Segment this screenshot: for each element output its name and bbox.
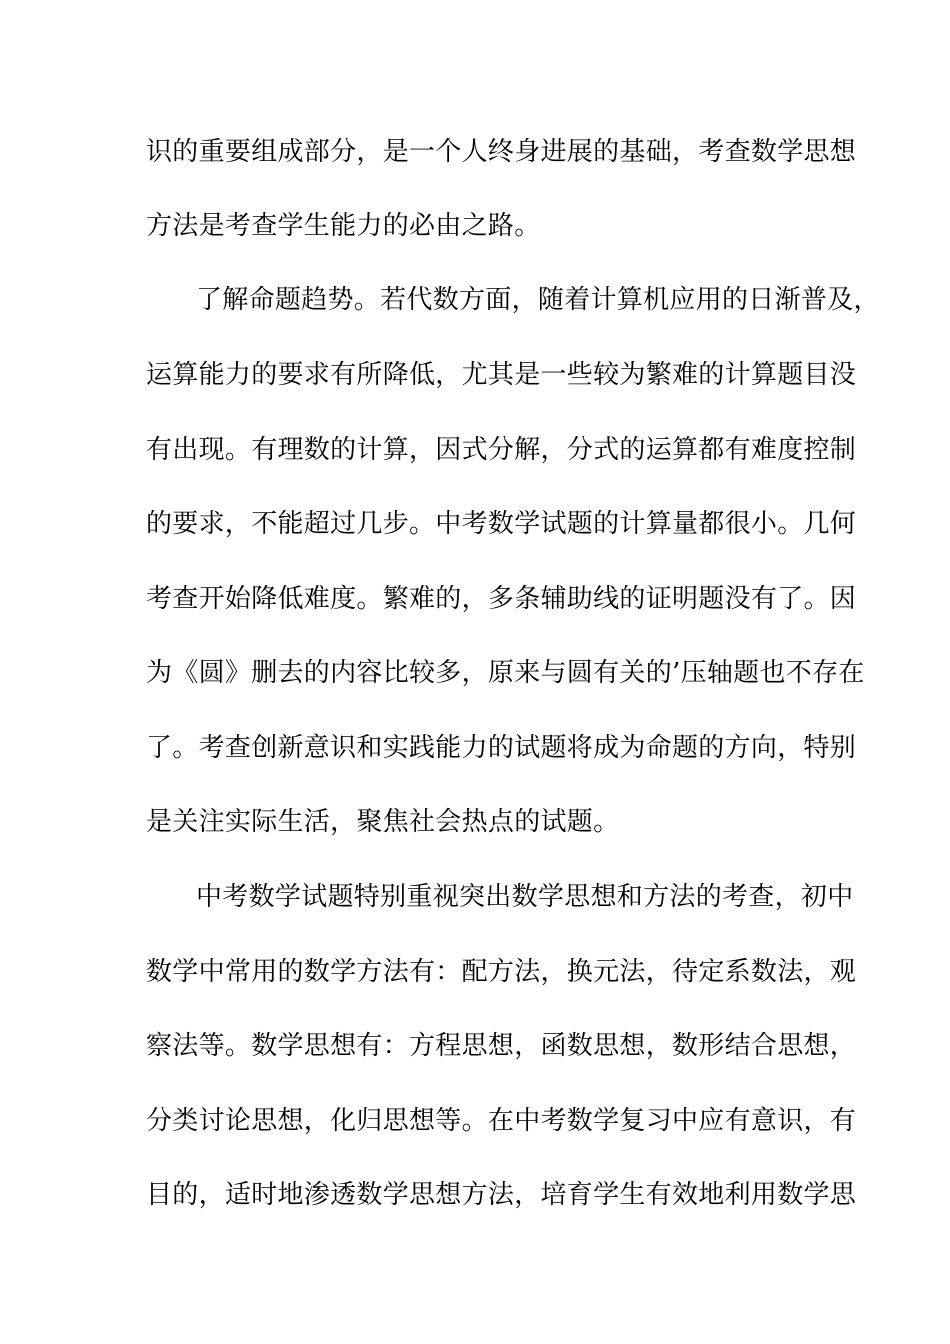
text-line-1: 识的重要组成部分，是一个人终身进展的基础，考查数学思想 [146, 137, 857, 167]
text-line-5: 有出现。有理数的计算，因式分解，分式的运算都有难度控制 [146, 435, 857, 465]
text-line-7: 考查开始降低难度。繁难的，多条辅助线的证明题没有了。因 [146, 584, 857, 614]
text-line-12: 数学中常用的数学方法有：配方法，换元法，待定系数法，观 [146, 957, 857, 987]
text-line-13: 察法等。数学思想有：方程思想，函数思想，数形结合思想， [146, 1031, 857, 1061]
text-line-4: 运算能力的要求有所降低，尤其是一些较为繁难的计算题目没 [146, 360, 857, 390]
text-line-8: 为《圆》删去的内容比较多，原来与圆有关的’压轴题也不存在 [146, 658, 865, 688]
text-line-10: 是关注实际生活，聚焦社会热点的试题。 [146, 807, 620, 837]
text-line-9: 了。考查创新意识和实践能力的试题将成为命题的方向，特别 [146, 733, 857, 763]
text-line-6: 的要求，不能超过几步。中考数学试题的计算量都很小。几何 [146, 509, 857, 539]
text-line-14: 分类讨论思想，化归思想等。在中考数学复习中应有意识，有 [146, 1106, 857, 1136]
paragraph-start-line-3: 了解命题趋势。若代数方面，随着计算机应用的日渐普及， [196, 285, 880, 315]
paragraph-start-line-11: 中考数学试题特别重视突出数学思想和方法的考查，初中 [196, 882, 854, 912]
text-line-15: 目的，适时地渗透数学思想方法，培育学生有效地利用数学思 [146, 1180, 857, 1210]
text-line-2: 方法是考查学生能力的必由之路。 [146, 211, 541, 241]
